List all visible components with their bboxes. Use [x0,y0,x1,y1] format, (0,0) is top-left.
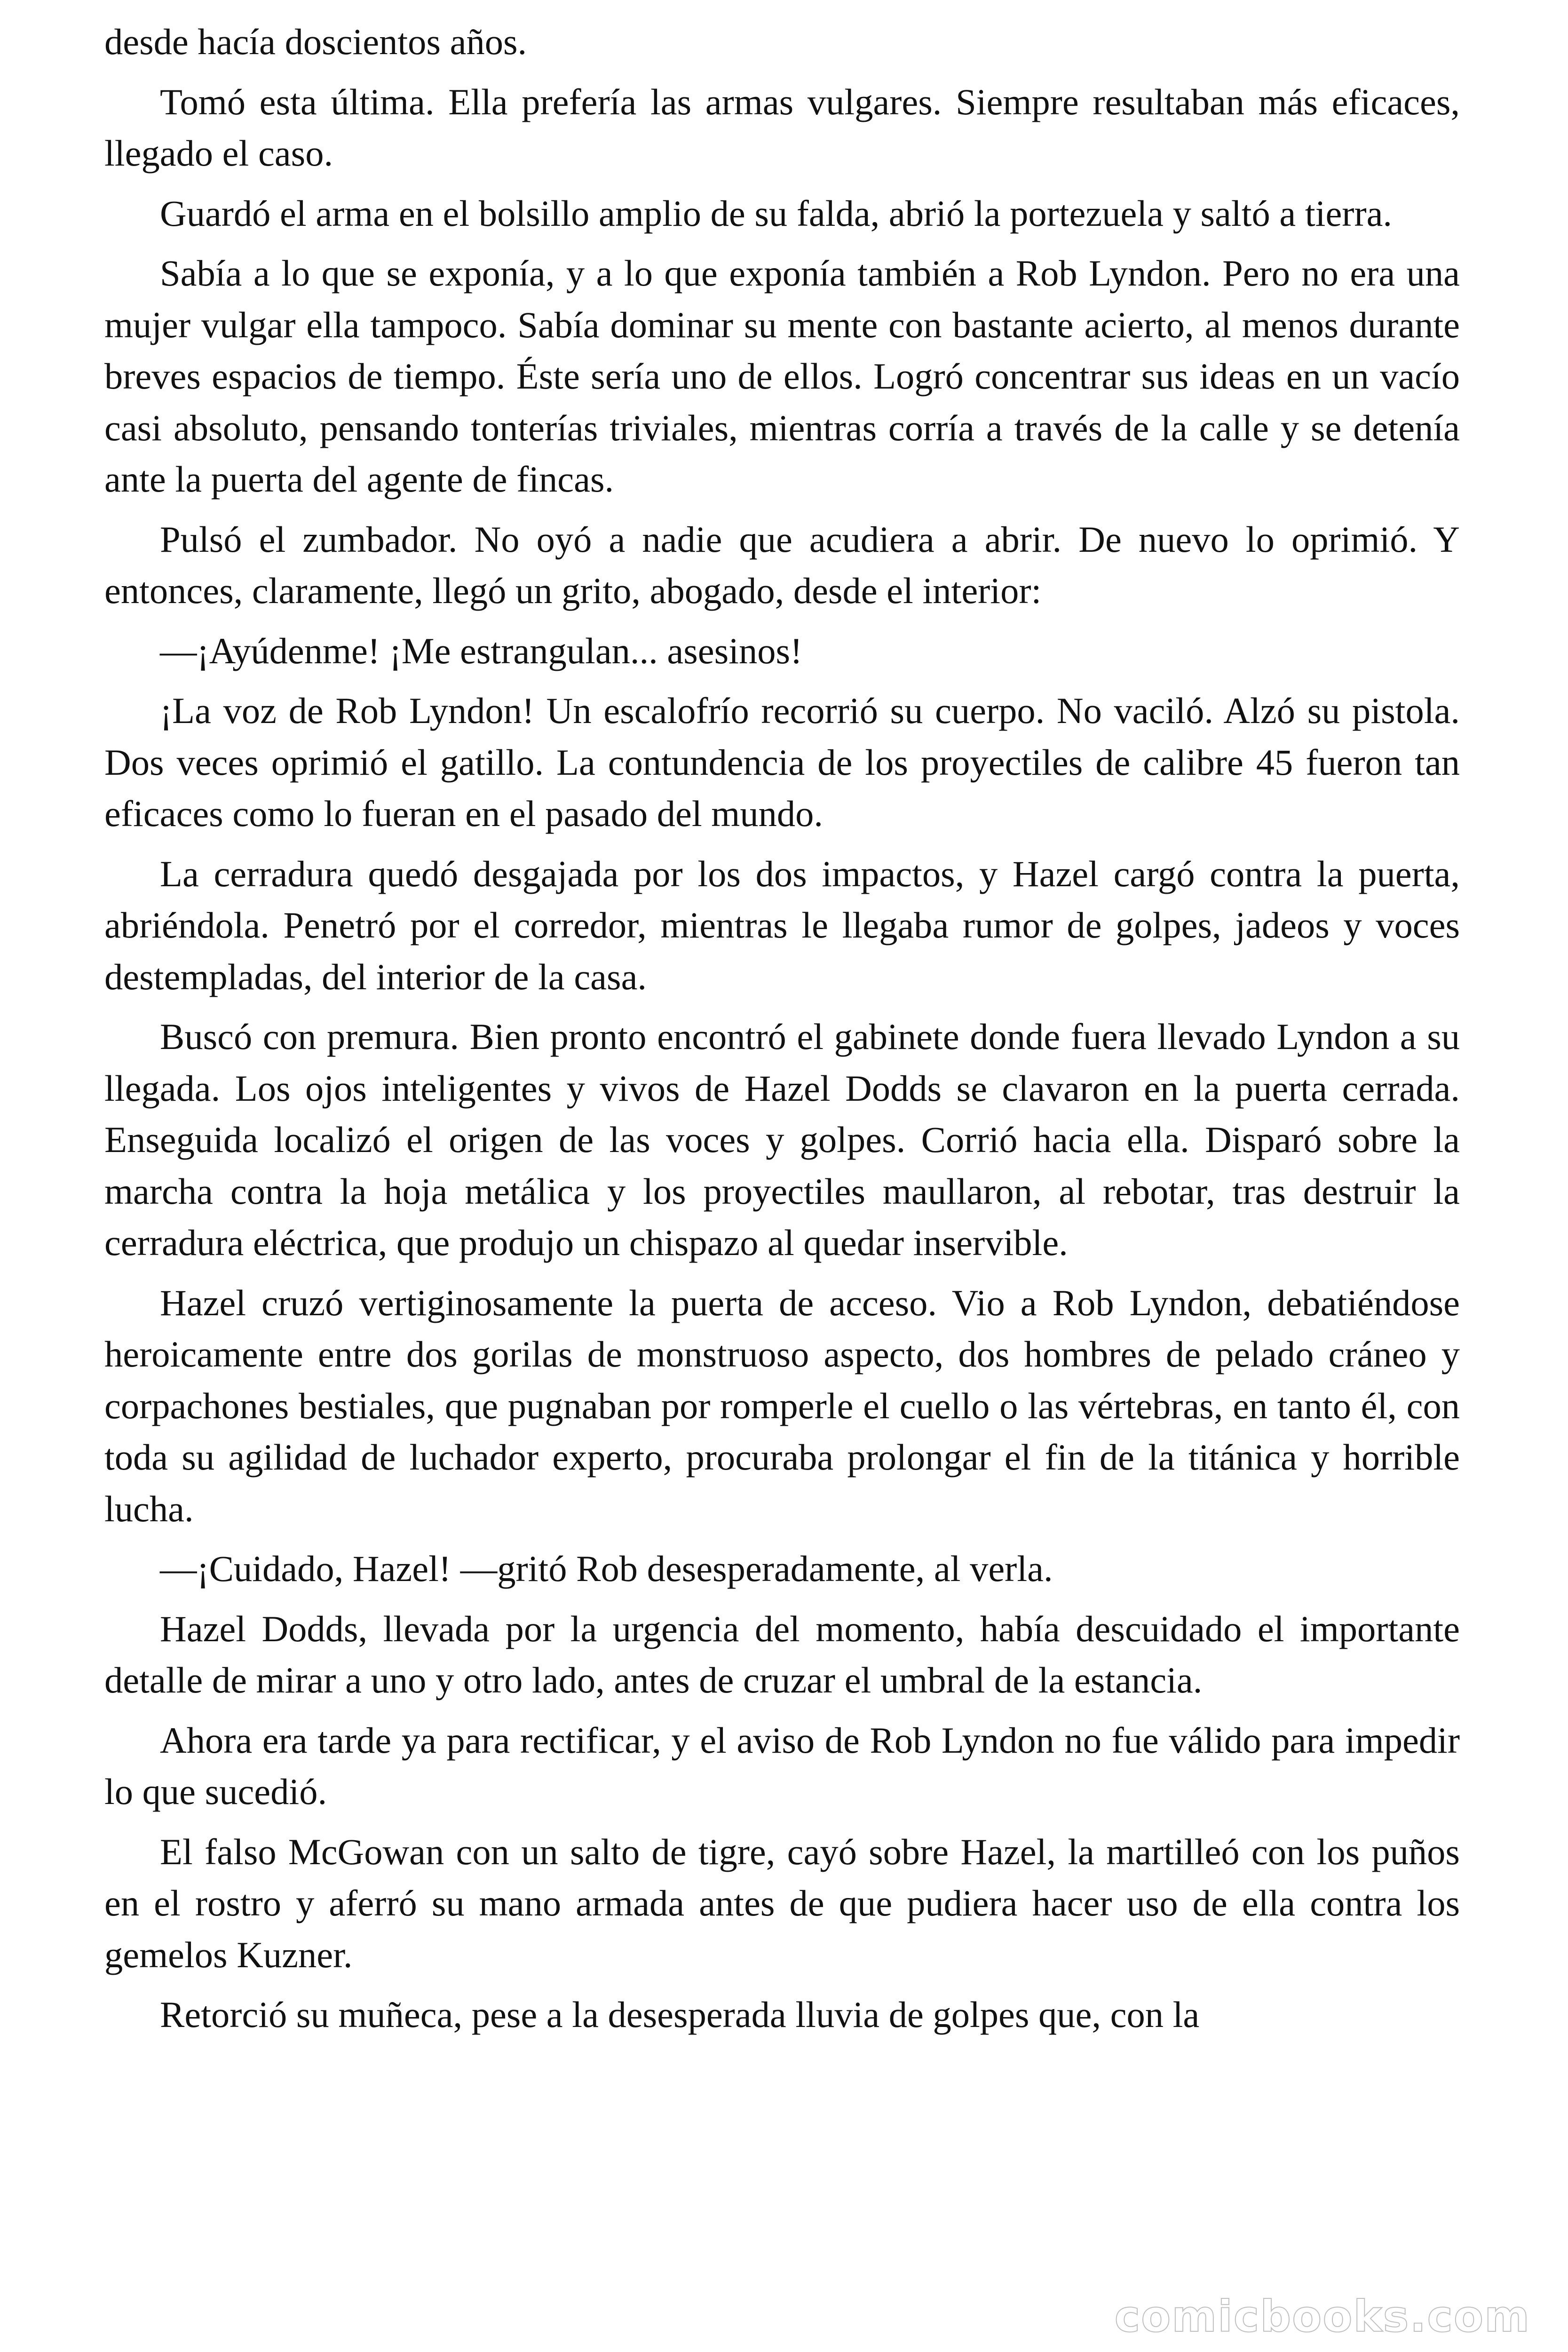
paragraph: Sabía a lo que se exponía, y a lo que exponía también a Rob Lyndon. Pero no era una mujer vulgar ella tampoco. Sabía dominar su mente con bastante acierto, al menos durante breves espacios de tiempo. Éste sería uno de ellos. Logró concentrar sus ideas en un vacío casi absoluto, pensando tonterías triviales, mientras corría a través de la calle y se detenía ante la puerta del agente de fincas. [104,253,1460,500]
dialogue-line: —¡Ayúdenme! ¡Me estrangulan... asesinos! [160,630,803,671]
book-page [104,16,1460,2049]
dialogue-line: —¡Cuidado, Hazel! —gritó Rob desesperadamente, al verla. [160,1548,1053,1589]
paragraph: ¡La voz de Rob Lyndon! Un escalofrío recorrió su cuerpo. No vaciló. Alzó su pistola. Dos veces oprimió el gatillo. La contundencia de los proyectiles de calibre 45 fueron tan eficaces como lo fueran en el pasado del mundo. [104,690,1460,834]
paragraph: Hazel cruzó vertiginosamente la puerta de acceso. Vio a Rob Lyndon, debatiéndose heroicamente entre dos gorilas de monstruoso aspecto, dos hombres de pelado cráneo y corpachones bestiales, que pugnaban por romperle el cuello o las vértebras, en tanto él, con toda su agilidad de luchador experto, procuraba prolongar el fin de la titánica y horrible lucha. [104,1282,1460,1529]
paragraph: Hazel Dodds, llevada por la urgencia del momento, había descuidado el importante detalle de mirar a uno y otro lado, antes de cruzar el umbral de la estancia. [104,1608,1460,1700]
paragraph: desde hacía doscientos años. [104,21,527,62]
paragraph: Tomó esta última. Ella prefería las armas vulgares. Siempre resultaban más eficaces, llegado el caso. [104,81,1460,174]
paragraph: Retorció su muñeca, pese a la desesperada lluvia de golpes que, con la [160,1994,1200,2035]
paragraph: El falso McGowan con un salto de tigre, cayó sobre Hazel, la martilleó con los puños en el rostro y aferró su mano armada antes de que pudiera hacer uso de ella contra los gemelos Kuzner. [104,1831,1460,1975]
paragraph: Pulsó el zumbador. No oyó a nadie que acudiera a abrir. De nuevo lo oprimió. Y entonces, claramente, llegó un grito, abogado, desde el interior: [104,518,1460,611]
paragraph: La cerradura quedó desgajada por los dos impactos, y Hazel cargó contra la puerta, abriéndola. Penetró por el corredor, mientras le llegaba rumor de golpes, jadeos y voces destempladas, del interior de la casa. [104,853,1460,997]
watermark-logo: comicbooks.com [1114,2291,1530,2342]
paragraph: Guardó el arma en el bolsillo amplio de su falda, abrió la portezuela y saltó a tierra. [160,192,1393,234]
paragraph: Ahora era tarde ya para rectificar, y el aviso de Rob Lyndon no fue válido para impedir lo que sucedió. [104,1719,1460,1812]
paragraph: Buscó con premura. Bien pronto encontró el gabinete donde fuera llevado Lyndon a su llegada. Los ojos inteligentes y vivos de Hazel Dodds se clavaron en la puerta cerrada. Enseguida localizó el origen de las voces y golpes. Corrió hacia ella. Disparó sobre la marcha contra la hoja metálica y los proyectiles maullaron, al rebotar, tras destruir la cerradura eléctrica, que produjo un chispazo al quedar inservible. [104,1016,1460,1263]
